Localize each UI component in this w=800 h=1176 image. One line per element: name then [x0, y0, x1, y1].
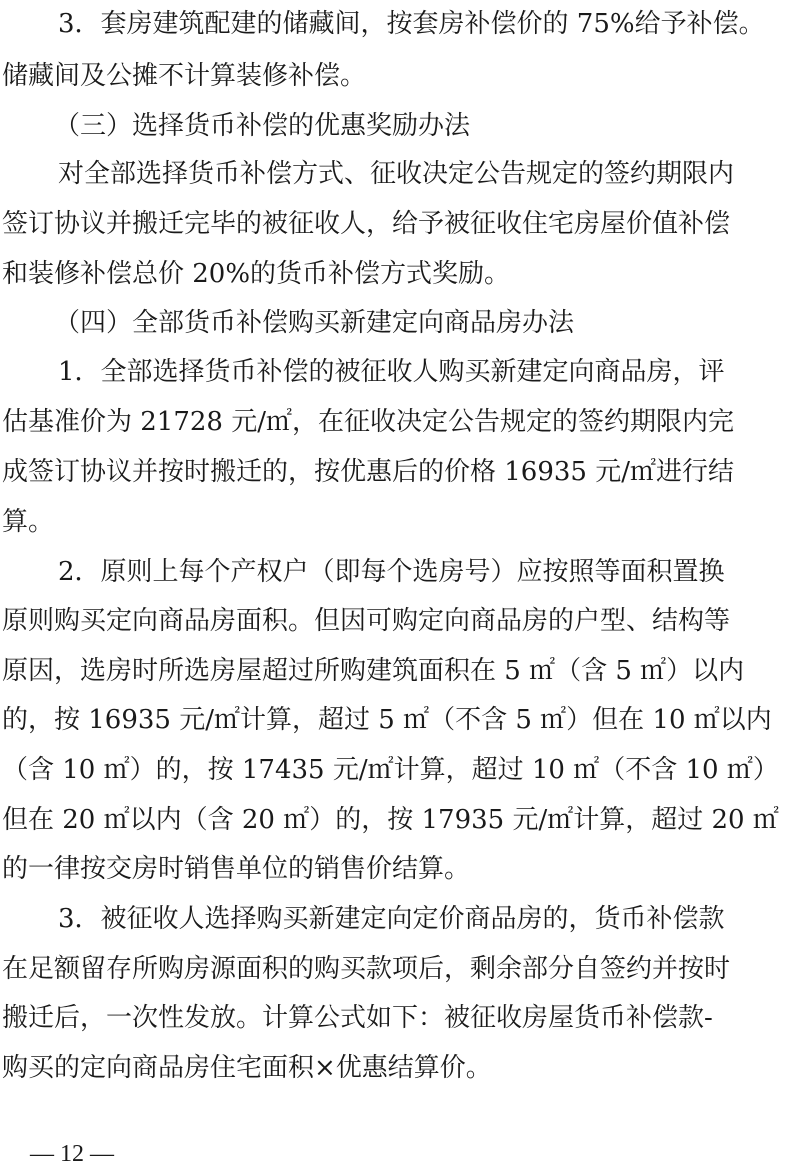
text-line: 3．套房建筑配建的储藏间，按套房补偿价的 75%给予补偿。 — [58, 9, 765, 39]
text-line: 成签订协议并按时搬迁的，按优惠后的价格 16935 元/㎡进行结 — [2, 457, 734, 487]
text-line: 但在 20 ㎡以内（含 20 ㎡）的，按 17935 元/㎡计算，超过 20 ㎡ — [2, 805, 779, 835]
text-line: 和装修补偿总价 20%的货币补偿方式奖励。 — [2, 259, 511, 289]
text-line: 在足额留存所购房源面积的购买款项后，剩余部分自签约并按时 — [2, 954, 731, 984]
text-line: 储藏间及公摊不计算装修补偿。 — [2, 61, 367, 91]
text-line: 原因，选房时所选房屋超过所购建筑面积在 5 ㎡（含 5 ㎡）以内 — [2, 656, 745, 686]
text-line: 搬迁后，一次性发放。计算公式如下：被征收房屋货币补偿款- — [2, 1003, 713, 1033]
text-line: 算。 — [2, 507, 55, 537]
text-line: 对全部选择货币补偿方式、征收决定公告规定的签约期限内 — [58, 159, 735, 189]
text-line: 购买的定向商品房住宅面积×优惠结算价。 — [2, 1053, 492, 1083]
text-line: 2．原则上每个产权户（即每个选房号）应按照等面积置换 — [58, 557, 725, 587]
section-heading: （三）选择货币补偿的优惠奖励办法 — [54, 111, 471, 141]
text-line: 的，按 16935 元/㎡计算，超过 5 ㎡（不含 5 ㎡）但在 10 ㎡以内 — [2, 705, 772, 735]
text-line: （含 10 ㎡）的，按 17435 元/㎡计算，超过 10 ㎡（不含 10 ㎡） — [2, 755, 779, 785]
text-line: 的一律按交房时销售单位的销售价结算。 — [2, 854, 471, 884]
text-line: 签订协议并搬迁完毕的被征收人，给予被征收住宅房屋价值补偿 — [2, 209, 731, 239]
page-number: — 12 — — [30, 1141, 114, 1167]
text-line: 1．全部选择货币补偿的被征收人购买新建定向商品房，评 — [58, 357, 725, 387]
text-line: 估基准价为 21728 元/㎡，在征收决定公告规定的签约期限内完 — [2, 407, 734, 437]
section-heading: （四）全部货币补偿购买新建定向商品房办法 — [54, 308, 575, 338]
text-line: 原则购买定向商品房面积。但因可购定向商品房的户型、结构等 — [2, 606, 731, 636]
text-line: 3．被征收人选择购买新建定向定价商品房的，货币补偿款 — [58, 904, 725, 934]
